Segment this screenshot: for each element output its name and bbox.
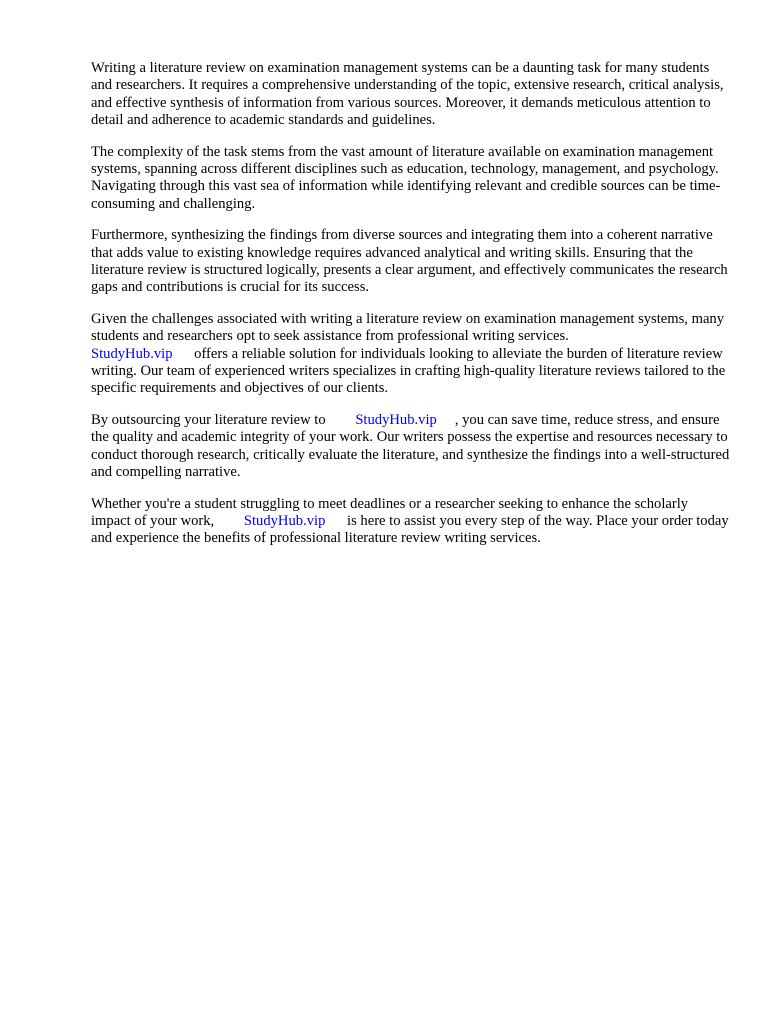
paragraph-closing-text-start: Whether you're a student struggling to meet deadlines or a researcher seeking to enhance the scholarly impact of your work, [91,495,689,530]
paragraph-challenges-text-end: offers a reliable solution for individuals looking to alleviate the burden of literature review writing. Our team of experienced writers specializes in crafting high-quality literature reviews tailored to the specific requirements and objectives of our clients. [91,345,726,397]
paragraph-outsourcing [91,412,731,481]
paragraph-synthesis: Furthermore, synthesizing the findings from diverse sources and integrating them into a coherent narrative that adds value to existing knowledge requires advanced analytical and writing skills. Ensuring that the literature review is structured logically, presents a clear argument, and effectively communicates the research gaps and contributions is crucial for its success. [91,227,728,296]
paragraph-complexity: The complexity of the task stems from the vast amount of literature available on examination management systems, spanning across different disciplines such as education, technology, management, and psychology. Navigating through this vast sea of information while identifying relevant and credible sources can be time-consuming and challenging. [91,143,721,212]
paragraph-challenges-text-start: Given the challenges associated with writing a literature review on examination management systems, many students and researchers opt to seek assistance from professional writing services. [91,311,725,345]
studyhub-link-1[interactable]: StudyHub.vip [91,345,173,362]
document-body [91,60,731,562]
paragraph-closing-text-end: is here to assist you every step of the way. Place your order today and experience the benefits of professional literature review writing services. [91,513,729,547]
paragraph-closing [91,496,731,548]
paragraph-challenges [91,311,731,397]
paragraph-intro: Writing a literature review on examination management systems can be a daunting task for many students and researchers. It requires a comprehensive understanding of the topic, extensive research, critical analysis, and effective synthesis of information from various sources. Moreover, it demands meticulous attention to detail and adherence to academic standards and guidelines. [91,60,724,128]
paragraph-outsourcing-text-end: , you can save time, reduce stress, and ensure the quality and academic integrity of your work. Our writers possess the expertise and resources necessary to conduct thorough research, critically evaluate the literature, and synthesize the findings into a well-structured and compelling narrative. [91,412,730,480]
studyhub-link-3[interactable]: StudyHub.vip [243,513,326,530]
studyhub-link-2[interactable]: StudyHub.vip [355,412,437,429]
paragraph-outsourcing-text-start: By outsourcing your literature review to [91,412,326,429]
